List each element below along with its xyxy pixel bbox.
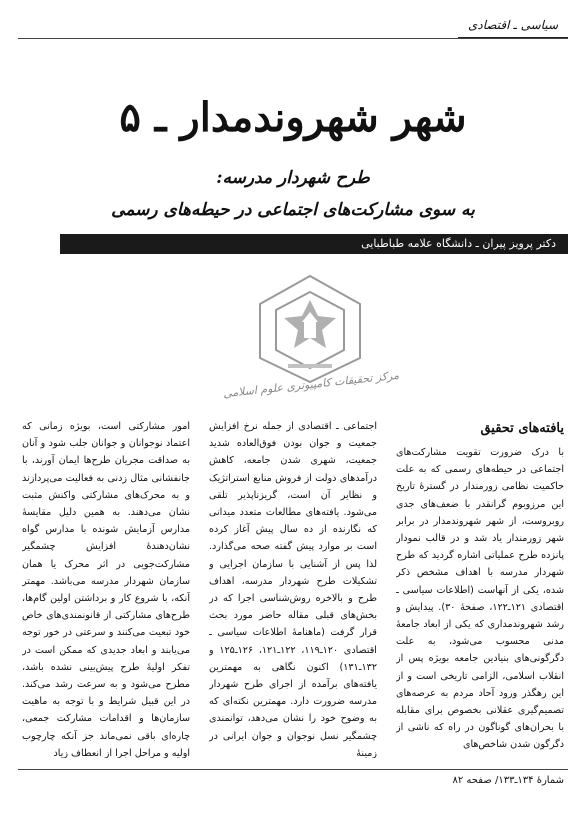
article-subtitle: طرح شهردار مدرسه: (216, 168, 370, 188)
article-column-middle (209, 418, 377, 758)
section-label: سیاسی ـ اقتصادی (458, 14, 568, 38)
column-text: امور مشارکتی است، بویژه زمانی که اعتماد نوجوانان و جوانان جلب شود و آنان به صداقت مجریان طرح‌ها ایمان آورند، با جانفشانی مثال زدنی به فعالیت می‌پردازند و به محرک‌های مشارکتی واکنش مثبت نشان می‌دهند. به همین دلیل مقایسهٔ مدارس آزمایش شونده با مدارس گواه نشان‌دهندهٔ افزایش چشمگیر مشارکت‌جویی در اثر محرک یا همان سازمان شهردار مدرسه می‌باشد. مهمتر آنکه، با شروع کار و برداشتن اولین گام‌ها، طرح‌های مشارکتی از قانونمندی‌های خاص خود تبعیت می‌کنند و سرعتی در خور توجه می‌یابند و ابعاد جدیدی که ممکن است در تفکر اولیهٔ طرح پیش‌بینی نشده باشد، مطرح می‌شود و به سرعت رشد می‌کند. در این قبیل شرایط و با توجه به ماهیت سازمان‌ها و اقدامات مشارکت جمعی، چاره‌ای باقی نمی‌ماند جز آنکه چارچوب اولیه و مراحل اجرا از انعطاف زیاد (22, 421, 190, 758)
header-divider (18, 38, 568, 39)
article-column-left (22, 418, 190, 758)
logo-caption: مرکز تحقیقات کامپیوتری علوم اسلامی (222, 368, 400, 401)
institute-emblem-icon (240, 268, 380, 388)
findings-heading: یافته‌های تحقیق (480, 421, 564, 436)
column-text: با درک ضرورت تقویت مشارکت‌های اجتماعی در حیطه‌های رسمی که به علت حاکمیت نظامی زورمندار در گسترهٔ تاریخ این مرزوبوم گرانقدر با ضعف‌های جدی روبروست، از شهر شهروندمدار در برابر شهر زورمندار یاد شد و در قالب نمودار پانزده طرح عملیاتی اشاره گردید که طرح شهردار مدرسه با اهداف مشخص ذکر شده، یکی از آنهاست (اطلاعات سیاسی ـ اقتصادی ۱۲۱ـ۱۲۲، صفحهٔ ۳۰). پیدایش و رشد شهروندمداری که یکی از ابعاد جامعهٔ مدنی محسوب می‌شود، به علت دگرگونی‌های بنیادین جامعه بویژه پس از انقلاب اسلامی، الزامی تاریخی است و از این رهگذر ورود آحاد مردم به عرصه‌های تصمیم‌گیری عقلانی بخصوص برای مقابله با بحران‌های گوناگون در راه که ناشی از دگرگون شدن شاخص‌های (396, 447, 564, 751)
footer-divider (18, 769, 568, 770)
page-footer: شمارهٔ ۱۳۴ـ۱۳۳/ صفحه ۸۲ (452, 775, 564, 786)
author-byline: دکتر پرویز پیران ـ دانشگاه علامه طباطبایی (60, 234, 568, 254)
article-subtitle-secondary: به سوی مشارکت‌های اجتماعی در حیطه‌های رسمی (111, 200, 475, 220)
article-title: شهر شهروندمدار ـ ۵ (119, 94, 467, 141)
column-text: اجتماعی ـ اقتصادی از جمله نرخ افزایش جمعیت و جوان بودن فوق‌العاده شدید جمعیت، شهری شدن جامعه، کاهش درآمدهای دولت از فروش منابع استراتژیک و نظایر آن است، گریزناپذیر تلقی می‌شود. یافته‌های مطالعات متعدد میدانی که نگارنده از ده سال پیش آغاز کرده است بر موارد پیش گفته صحه می‌گذارد. لذا پس از آشنایی با سازمان اجرایی و تشکیلات طرح شهردار مدرسه، اهداف طرح و بالاخره روش‌شناسی اجرا که در بخش‌های قبلی مقاله حاضر مورد بحث قرار گرفت (ماهنامهٔ اطلاعات سیاسی ـ اقتصادی ۱۲۰ـ۱۱۹، ۱۲۲ـ۱۲۱، ۱۲۶ـ۱۲۵ و ۱۳۲ـ۱۳۱) اکنون نگاهی به مهمترین یافته‌های برآمده از اجرای طرح شهردار مدرسه ضرورت دارد. مهمترین نکته‌ای که به وضوح خود را نشان می‌دهد، توانمندی چشمگیر نسل نوجوان و جوان ایرانی در زمینهٔ (209, 421, 377, 758)
article-column-right (396, 418, 564, 758)
